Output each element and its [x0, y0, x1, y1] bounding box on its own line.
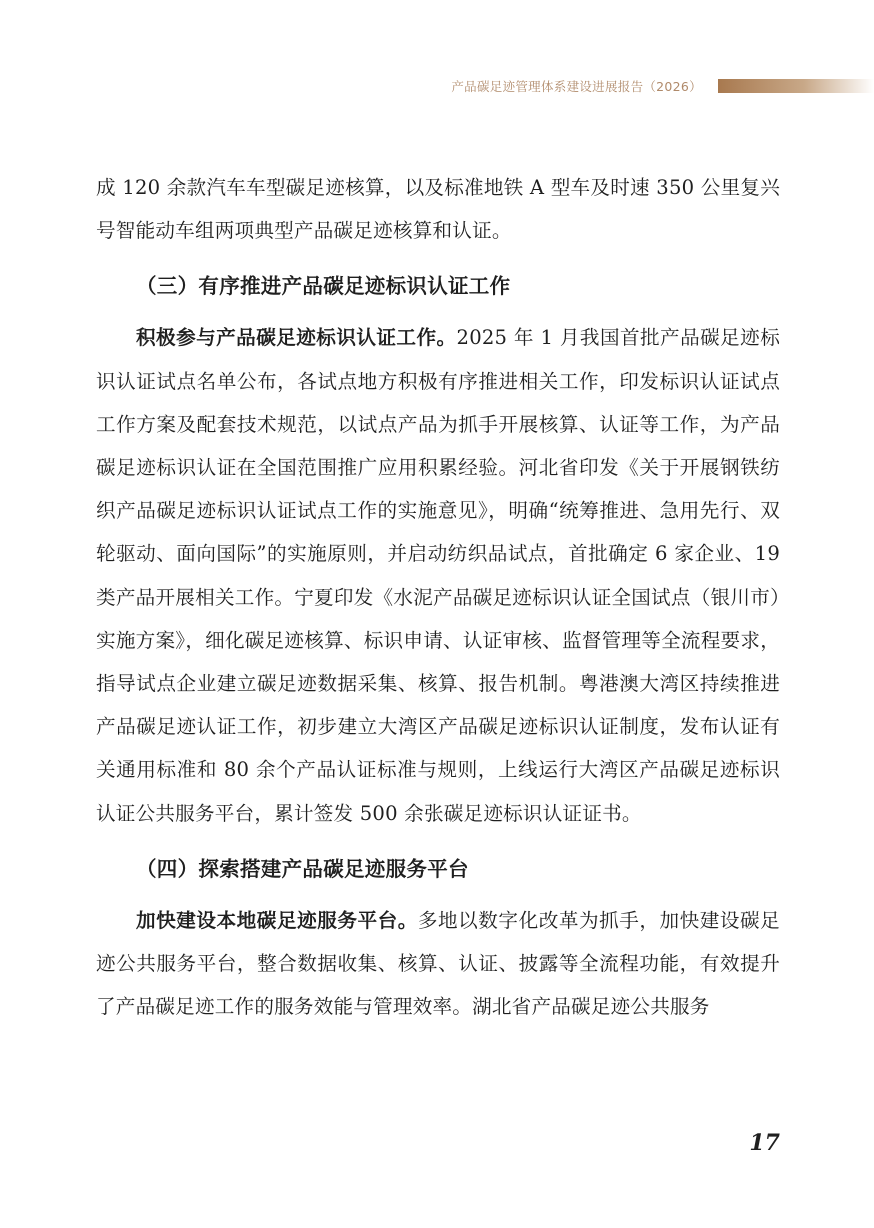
section-4-text: 多地以数字化改革为抓手，加快建设碳足迹公共服务平台，整合数据收集、核算、认证、披露等全流程功能，有效提升了产品碳足迹工作的服务效能与管理效率。湖北省产品碳足迹公共服务: [96, 908, 780, 1019]
header-decorative-bar: [718, 79, 874, 93]
section-3-text: 2025 年 1 月我国首批产品碳足迹标识认证试点名单公布，各试点地方积极有序推进相关工作，印发标识认证试点工作方案及配套技术规范，以试点产品为抓手开展核算、认证等工作，为产品碳足迹标识认证在全国范围推广应用积累经验。河北省印发《关于开展钢铁纺织产品碳足迹标识认证试点工作的实施意见》，明确“统筹推进、急用先行、双轮驱动、面向国际”的实施原则，并启动纺织品试点，首批确定 6 家企业、19 类产品开展相关工作。宁夏印发《水泥产品碳足迹标识认证全国试点（银川市）实施方案》，细化碳足迹核算、标识申请、认证审核、监督管理等全流程要求，指导试点企业建立碳足迹数据采集、核算、报告机制。粤港澳大湾区持续推进产品碳足迹认证工作，初步建立大湾区产品碳足迹标识认证制度，发布认证有关通用标准和 80 余个产品认证标准与规则，上线运行大湾区产品碳足迹标识认证公共服务平台，累计签发 500 余张碳足迹标识认证证书。: [96, 326, 781, 825]
running-header: [451, 76, 874, 96]
section-4-lead: 加快建设本地碳足迹服务平台。: [136, 908, 418, 932]
section-3-lead: 积极参与产品碳足迹标识认证工作。: [136, 326, 457, 350]
page-content: [96, 166, 780, 1028]
page-number: 17: [749, 1130, 780, 1156]
header-title: 产品碳足迹管理体系建设进展报告（2026）: [451, 79, 702, 94]
section-4-heading: （四）探索搭建产品碳足迹服务平台: [136, 856, 469, 881]
intro-paragraph: 成 120 余款汽车车型碳足迹核算，以及标准地铁 A 型车及时速 350 公里复兴号智能动车组两项典型产品碳足迹核算和认证。: [96, 176, 780, 243]
section-4-paragraph: [96, 899, 780, 1029]
section-3-paragraph: [96, 316, 780, 834]
section-3-heading: （三）有序推进产品碳足迹标识认证工作: [136, 274, 511, 299]
